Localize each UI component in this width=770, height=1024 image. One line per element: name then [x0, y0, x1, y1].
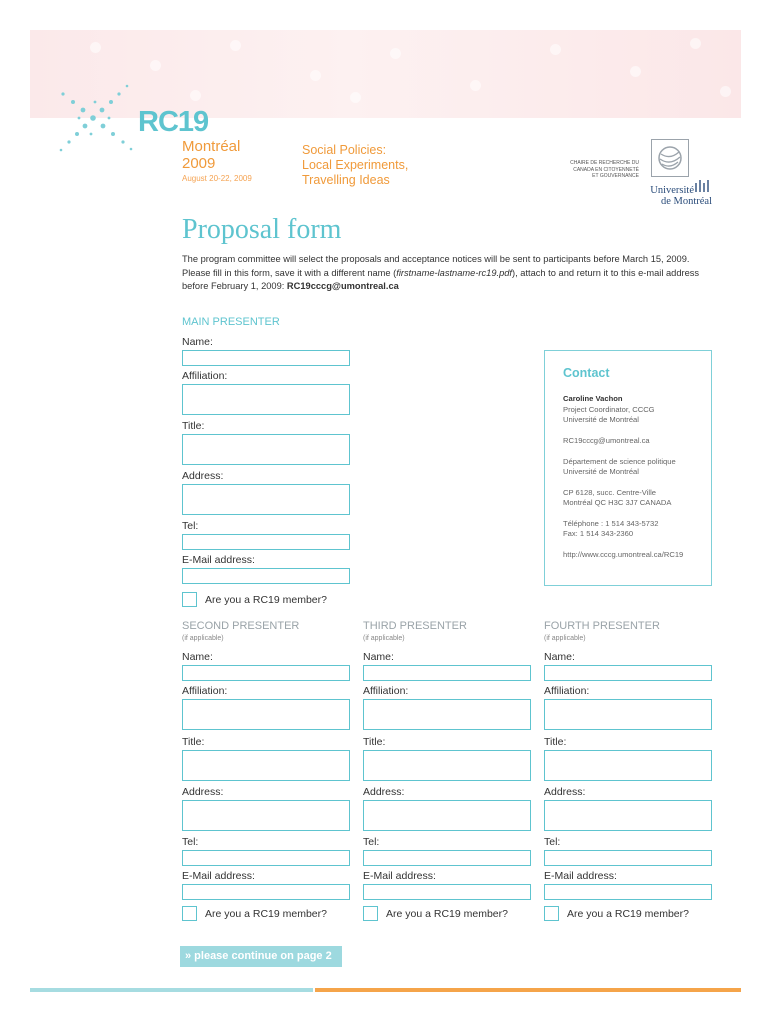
third-member-checkbox[interactable] — [363, 906, 378, 921]
second-name-field[interactable] — [182, 665, 350, 681]
second-presenter-heading: SECOND PRESENTER — [182, 620, 300, 632]
main-tel-label: Tel: — [182, 520, 199, 532]
second-email-label: E-Mail address: — [182, 870, 255, 882]
third-member-label: Are you a RC19 member? — [386, 908, 508, 920]
main-affiliation-label: Affiliation: — [182, 370, 228, 382]
second-presenter-note: (if applicable) — [182, 635, 224, 642]
intro-filename: firstname-lastname-rc19.pdf — [396, 267, 513, 278]
fourth-presenter-note: (if applicable) — [544, 635, 586, 642]
main-member-label: Are you a RC19 member? — [205, 594, 327, 606]
fourth-member-checkbox[interactable] — [544, 906, 559, 921]
fourth-presenter-heading: FOURTH PRESENTER — [544, 620, 660, 632]
contact-heading: Contact — [563, 366, 610, 380]
theme-line-2: Local Experiments, — [302, 158, 409, 172]
third-tel-label: Tel: — [363, 836, 380, 848]
main-title-label: Title: — [182, 420, 205, 432]
third-title-label: Title: — [363, 736, 386, 748]
main-presenter-heading: MAIN PRESENTER — [182, 316, 280, 328]
contact-fax: Fax: 1 514 343-2360 — [563, 529, 634, 538]
city-year — [182, 138, 240, 172]
main-name-label: Name: — [182, 336, 213, 348]
fourth-title-field[interactable] — [544, 750, 712, 781]
fourth-name-field[interactable] — [544, 665, 712, 681]
contact-dept-1: Département de science politique — [563, 457, 676, 466]
second-address-field[interactable] — [182, 800, 350, 831]
event-dates: August 20-22, 2009 — [182, 174, 252, 183]
main-tel-field[interactable] — [182, 534, 350, 550]
second-member-label: Are you a RC19 member? — [205, 908, 327, 920]
university-line-2: de Montréal — [660, 195, 712, 207]
third-email-field[interactable] — [363, 884, 531, 900]
fourth-address-field[interactable] — [544, 800, 712, 831]
contact-dept-2: Université de Montréal — [563, 467, 639, 476]
intro-text-2: ), attach to and return it to this e-mail address before February 1, 2009: — [182, 267, 700, 292]
second-tel-label: Tel: — [182, 836, 199, 848]
main-email-label: E-Mail address: — [182, 554, 255, 566]
second-title-label: Title: — [182, 736, 205, 748]
contact-email[interactable]: RC19cccg@umontreal.ca — [563, 436, 650, 445]
contact-role: Project Coordinator, CCCG — [563, 405, 655, 414]
theme-line-1: Social Policies: — [302, 143, 387, 157]
second-affiliation-field[interactable] — [182, 699, 350, 730]
third-name-field[interactable] — [363, 665, 531, 681]
continue-page-2-button[interactable]: » please continue on page 2 — [180, 946, 342, 967]
main-address-field[interactable] — [182, 484, 350, 515]
third-affiliation-field[interactable] — [363, 699, 531, 730]
year: 2009 — [182, 155, 216, 172]
fourth-member-label: Are you a RC19 member? — [567, 908, 689, 920]
rc19-logo-text: RC19 — [138, 106, 209, 138]
chaire-line-2: CANADA EN CITOYENNETÉ — [573, 166, 639, 173]
second-affiliation-label: Affiliation: — [182, 685, 228, 697]
theme-line-3: Travelling Ideas — [302, 173, 390, 187]
fourth-tel-field[interactable] — [544, 850, 712, 866]
contact-person: Caroline Vachon — [563, 394, 623, 403]
contact-addr-1: CP 6128, succ. Centre-Ville — [563, 488, 657, 497]
intro-paragraph — [182, 253, 702, 294]
fourth-affiliation-label: Affiliation: — [544, 685, 590, 697]
theme-title — [302, 143, 408, 188]
fourth-email-field[interactable] — [544, 884, 712, 900]
contact-addr-2: Montréal QC H3C 3J7 CANADA — [563, 498, 672, 507]
third-email-label: E-Mail address: — [363, 870, 436, 882]
fourth-email-label: E-Mail address: — [544, 870, 617, 882]
fourth-address-label: Address: — [544, 786, 586, 798]
third-address-field[interactable] — [363, 800, 531, 831]
contact-org: Université de Montréal — [563, 415, 639, 424]
chaire-text — [555, 160, 639, 180]
main-name-field[interactable] — [182, 350, 350, 366]
second-tel-field[interactable] — [182, 850, 350, 866]
city: Montréal — [182, 138, 241, 155]
main-address-label: Address: — [182, 470, 224, 482]
chaire-line-1: CHAIRE DE RECHERCHE DU — [570, 160, 639, 166]
contact-phone: Téléphone : 1 514 343-5732 — [563, 519, 659, 528]
third-name-label: Name: — [363, 651, 394, 663]
third-address-label: Address: — [363, 786, 405, 798]
fourth-title-label: Title: — [544, 736, 567, 748]
chaire-globe-icon — [651, 139, 689, 177]
university-line-1: Université — [650, 185, 694, 196]
third-presenter-note: (if applicable) — [363, 635, 405, 642]
footer-bar-orange — [315, 988, 741, 992]
third-title-field[interactable] — [363, 750, 531, 781]
second-title-field[interactable] — [182, 750, 350, 781]
fourth-affiliation-field[interactable] — [544, 699, 712, 730]
second-address-label: Address: — [182, 786, 224, 798]
third-tel-field[interactable] — [363, 850, 531, 866]
third-affiliation-label: Affiliation: — [363, 685, 409, 697]
intro-email-link[interactable]: RC19cccg@umontreal.ca — [286, 281, 399, 292]
second-email-field[interactable] — [182, 884, 350, 900]
contact-url[interactable]: http://www.cccg.umontreal.ca/RC19 — [563, 550, 684, 559]
chaire-line-3: ET GOUVERNANCE — [592, 173, 639, 180]
main-member-checkbox[interactable] — [182, 592, 197, 607]
form-title: Proposal form — [182, 214, 342, 245]
intro-text-1: The program committee will select the proposals and acceptance notices will be sent to participants before March 15, 2009. Please fill in this form, save it with a different name ( — [182, 254, 690, 278]
third-presenter-heading: THIRD PRESENTER — [363, 620, 467, 632]
university-name — [640, 186, 712, 207]
second-name-label: Name: — [182, 651, 213, 663]
rc19-dots-logo — [55, 78, 145, 163]
fourth-tel-label: Tel: — [544, 836, 561, 848]
main-title-field[interactable] — [182, 434, 350, 465]
footer-bar-teal — [30, 988, 313, 992]
second-member-checkbox[interactable] — [182, 906, 197, 921]
main-email-field[interactable] — [182, 568, 350, 584]
fourth-name-label: Name: — [544, 651, 575, 663]
main-affiliation-field[interactable] — [182, 384, 350, 415]
